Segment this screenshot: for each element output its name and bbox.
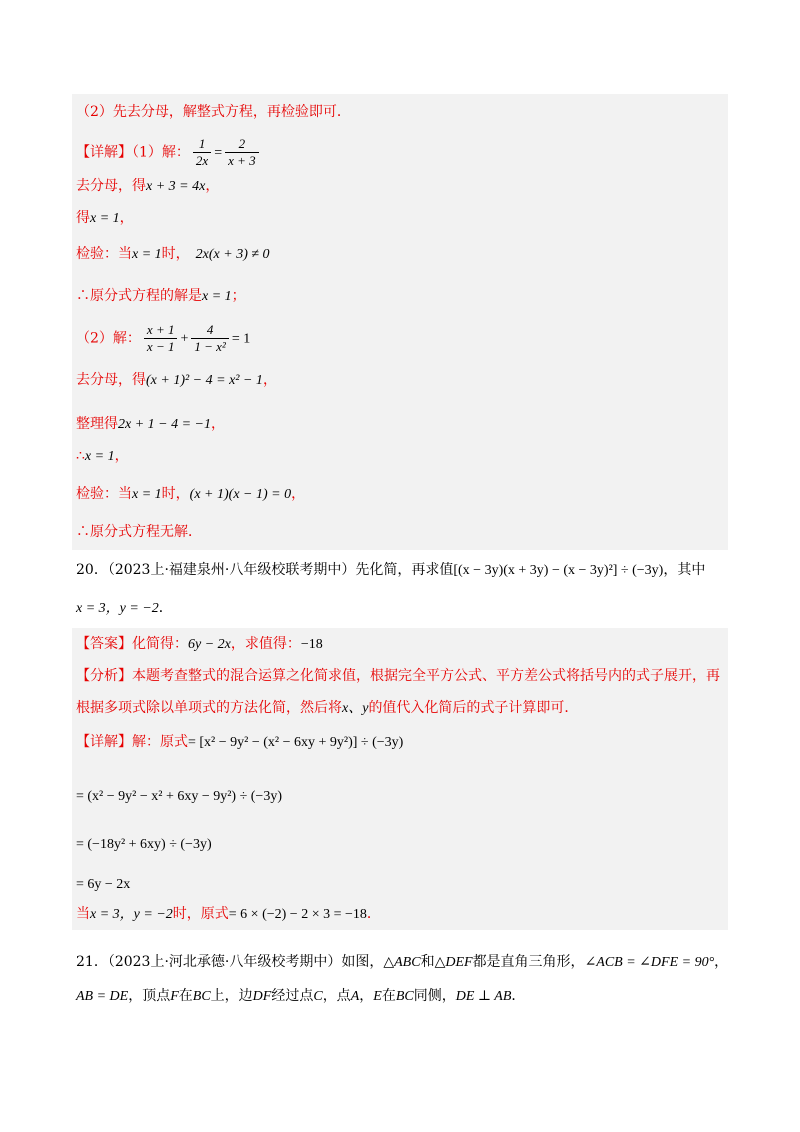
math: −18 <box>300 637 323 652</box>
math: = (x² − 9y² − x² + 6xy − 9y²) ÷ (−3y) <box>76 789 282 804</box>
frac-num: 1 <box>198 136 206 151</box>
text: 检验：当 <box>76 246 132 262</box>
text: 时， <box>161 246 190 262</box>
math: x = 1 <box>132 247 162 262</box>
text: ， <box>291 486 306 502</box>
text: 的值代入化简后的式子计算即可． <box>368 700 579 716</box>
text: 整理得 <box>76 416 118 432</box>
text: ，求值得： <box>230 636 301 652</box>
question-text: （2023上·福建泉州·八年级校联考期中）先化简，再求值 <box>107 562 454 578</box>
frac-den: x + 3 <box>225 152 259 169</box>
math: C <box>313 989 323 1004</box>
detail-line-2 <box>76 732 403 753</box>
equals: = <box>214 145 223 161</box>
step-line <box>76 484 305 505</box>
text: 根据多项式除以单项式的方法化简，然后将 <box>76 700 342 716</box>
question-number: 20． <box>76 562 108 578</box>
question-21-line-2 <box>76 986 525 1007</box>
question-text: ． <box>511 988 526 1004</box>
math: x、y <box>342 701 369 716</box>
step-line <box>76 322 250 355</box>
question-text: ，其中 <box>663 562 706 578</box>
text: ， <box>262 372 277 388</box>
math: x = 1 <box>84 449 115 464</box>
math: x = 1 <box>90 211 120 226</box>
math: (x + 1)² − 4 = x² − 1 <box>146 373 263 388</box>
step-line <box>76 414 225 435</box>
text: ， <box>119 210 134 226</box>
text: ∴ <box>76 448 85 464</box>
fraction <box>191 322 228 355</box>
frac-num: 4 <box>206 322 214 337</box>
question-text: ， <box>714 954 729 970</box>
math: 6y − 2x <box>188 637 231 652</box>
fraction-right <box>225 136 259 169</box>
analysis-line-2 <box>76 698 578 719</box>
frac-den: x − 1 <box>144 338 178 355</box>
math: ∠ACB = ∠DFE = 90° <box>584 955 715 970</box>
step-line <box>76 446 129 467</box>
math: 2x + 1 − 4 = −1 <box>118 417 212 432</box>
step-line <box>76 208 134 229</box>
fraction-left <box>193 136 211 169</box>
text: 化简得： <box>132 636 188 652</box>
answer-tag: 【答案】 <box>76 636 132 652</box>
analysis-tag: 【分析】 <box>76 668 132 684</box>
text: 解：原式 <box>132 734 188 750</box>
question-20-cond <box>76 598 173 619</box>
frac-den: 2x <box>193 152 211 169</box>
text: ∴原分式方程的解是 <box>76 288 202 304</box>
text: 时， <box>161 486 190 502</box>
calc-step <box>76 834 212 855</box>
math: = [x² − 9y² − (x² − 6xy + 9y²)] ÷ (−3y) <box>188 735 404 750</box>
calc-step <box>76 874 130 895</box>
math: x + 3 = 4x <box>146 179 206 194</box>
question-text: 都是直角三角形， <box>472 954 585 970</box>
math: x = 1 <box>202 289 232 304</box>
step-line <box>76 244 270 265</box>
final-line <box>76 904 381 925</box>
math: E <box>373 989 382 1004</box>
question-21 <box>76 952 728 973</box>
answer-line <box>76 634 323 655</box>
question-text: ． <box>158 600 173 616</box>
question-text: 经过点 <box>271 988 314 1004</box>
math: A <box>350 989 360 1004</box>
question-text: 在 <box>178 988 193 1004</box>
math: 2x(x + 3) ≠ 0 <box>195 247 270 262</box>
text: 时，原式 <box>172 906 229 922</box>
math: BC <box>395 989 414 1004</box>
question-number: 21． <box>76 954 108 970</box>
text: 去分母，得 <box>76 178 146 194</box>
math: = 6 × (−2) − 2 × 3 = −18 <box>228 907 367 922</box>
text: ， <box>211 416 226 432</box>
frac-num: x + 1 <box>146 322 175 337</box>
question-text: （2023上·河北承德·八年级校考期中）如图， <box>107 954 384 970</box>
math: = (−18y² + 6xy) ÷ (−3y) <box>76 837 212 852</box>
math: F <box>170 989 179 1004</box>
math: x = 3，y = −2 <box>76 601 159 616</box>
question-text: 上，边 <box>210 988 253 1004</box>
plus: + <box>180 331 189 347</box>
text: ， <box>114 448 129 464</box>
math: x = 3，y = −2 <box>90 907 173 922</box>
math: AB = DE <box>76 989 129 1004</box>
detail-text: （1）解： <box>132 144 190 161</box>
question-20 <box>76 560 705 581</box>
question-text: 同侧， <box>413 988 456 1004</box>
detail-tag: 【详解】 <box>76 734 132 750</box>
math: [(x − 3y)(x + 3y) − (x − 3y)²] ÷ (−3y) <box>453 563 664 578</box>
math: (x + 1)(x − 1) = 0 <box>189 487 292 502</box>
question-text: ，点 <box>322 988 351 1004</box>
fraction <box>144 322 178 355</box>
text: 检验：当 <box>76 486 132 502</box>
question-text: 和 <box>420 954 435 970</box>
math: = 6y − 2x <box>76 877 131 892</box>
step-line <box>76 286 246 307</box>
math: = 1 <box>231 331 251 347</box>
calc-step <box>76 786 282 807</box>
text: ； <box>231 288 246 304</box>
text: 本题考查整式的混合运算之化简求值，根据完全平方公式、平方差公式将括号内的式子展开，再 <box>132 668 720 684</box>
step-line <box>76 176 219 197</box>
math: DE ⊥ AB <box>455 989 512 1004</box>
text: （2）解： <box>76 330 141 347</box>
text: 得 <box>76 210 90 226</box>
text: 去分母，得 <box>76 372 146 388</box>
question-text: ， <box>359 988 374 1004</box>
question-text: 在 <box>381 988 396 1004</box>
math: BC <box>192 989 211 1004</box>
frac-den: 1 − x² <box>191 338 228 355</box>
conclusion-line: ∴原分式方程无解． <box>76 524 202 540</box>
frac-num: 2 <box>238 136 246 151</box>
analysis-line-1 <box>76 666 720 686</box>
detail-line-1 <box>76 136 262 169</box>
math: △ABC <box>383 955 421 970</box>
math: △DEF <box>434 955 473 970</box>
step-line <box>76 370 277 391</box>
text: ． <box>366 906 381 922</box>
detail-tag: 【详解】 <box>76 144 132 161</box>
math: DF <box>252 989 272 1004</box>
hint-line: （2）先去分母，解整式方程，再检验即可． <box>76 104 351 120</box>
math: x = 1 <box>132 487 162 502</box>
text: 当 <box>76 906 90 922</box>
text: ， <box>205 178 220 194</box>
question-text: ，顶点 <box>128 988 171 1004</box>
